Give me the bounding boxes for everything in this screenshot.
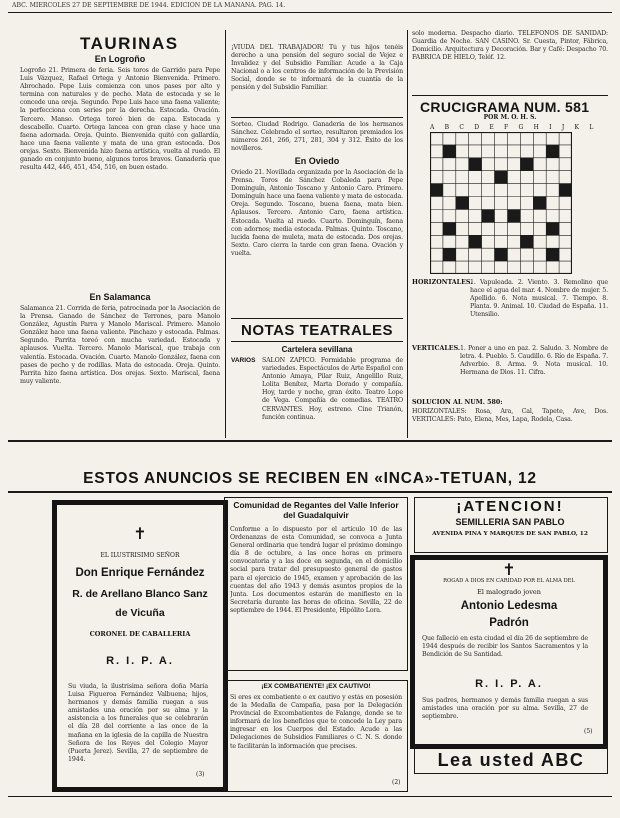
salamanca-heading: En Salamanca (89, 292, 151, 302)
crucigrama-rule (412, 95, 608, 96)
horizontales-text: 1. Vapuleada. 2. Viento. 3. Remolino que hace el agua del mar. 4. Nombre de mujer. 5. Apellido. 6. Nota musical. 7. Tiempo. 8. Planta. 9. Animal. 10. Ciudad de España. 11. Utensilio. (470, 279, 608, 319)
column-rule-2 (407, 30, 408, 438)
ads-banner: ESTOS ANUNCIOS SE RECIBEN EN «INCA»-TETUAN, 12 (83, 470, 537, 487)
esquela-2-ref: (5) (584, 728, 593, 735)
esquela-1-intro: EL ILUSTRISIMO SEÑOR (100, 552, 180, 559)
solucion-label: SOLUCION AL NUM. 580: (412, 399, 503, 406)
crucigrama-letters: A B C D E F G H I J K L (430, 124, 598, 131)
cross-icon: ✝ (502, 560, 516, 579)
banner-rule-bottom (8, 491, 612, 493)
esquela-1-name-3: de Vicuña (115, 607, 165, 619)
excombatiente-text: Si eres ex combatiente o ex cautivo y estás en posesión de la Medalla de Campaña, pasa por la Delegación Provincial de Excombatientes de Falange, donde se te informará de los beneficios que te concede la Ley para ingresar en los Cuerpos del Estado. Acude a las Delegaciones de Subsidios Familiares o C. N. S. donde te facilitarán la información que precises. (230, 694, 402, 750)
oviedo-text: Oviedo 21. Novillada organizada por la Asociación de la Prensa. Toros de Sánchez Cobaleda para Pepe Dominguín, Antonio Toscano y Antonio Caro. Primero. Dominguín hace una faena valiente y mata de estocada. Oreja. Segundo. Toscano, buena faena, mata bien. Aplausos. Tercero. Antonio Caro, faena artística. Estocada. Vuelta al ruedo. Cuarto. Dominguín, faena con adornos; media estocada. Palmas. Quinto. Toscano, lucida faena de muleta, mata de estocada. Dos orejas. Sexto. Caro cierra la tarde con gran faena. Ovación y vuelta. (231, 169, 403, 257)
bottom-rule (8, 796, 612, 797)
verticales-text: 1. Poner a uno en paz. 2. Saludo. 3. Nombre de letra. 4. Pueblo. 5. Caudillo. 6. Río de España. 7. Adverbio. 8. Arma. 9. Nota musical. 10. Hermana de Dios. 11. Cifra. (460, 345, 608, 377)
esquela-2-name-2: Padrón (489, 617, 529, 629)
crossword-grid (430, 132, 572, 274)
crucigrama-title: CRUCIGRAMA NUM. 581 (420, 99, 590, 115)
lea-abc-banner: Lea usted ABC (414, 746, 608, 774)
comunidad-text: Conforme a lo dispuesto por el artículo 10 de las Ordenanzas de esta Comunidad, se convoca a Junta General ordinaria que tendrá lugar el próximo domingo día 8 de octubre, a las once horas en primera convocatoria y a las doce en segunda, en el domicilio social para tratar del presupuesto general de gastos para el ejercicio de 1945, examen y aprobación de las cuentas del año 1943 y demás asuntos propios de la Junta. Los documentos estarán de manifiesto en la Secretaría durante las horas de oficina. Sevilla, 22 de septiembre de 1944. El Presidente, Hipólito Lora. (230, 526, 402, 614)
atencion-title: ¡ATENCION! (456, 498, 564, 515)
esquela-2-name-1: Antonio Ledesma (460, 600, 558, 612)
atencion-subtitle: SEMILLERIA SAN PABLO (455, 517, 565, 527)
banner-rule-top (8, 440, 612, 442)
column-rule-1 (225, 30, 226, 438)
top-rule (8, 12, 612, 13)
excombatiente-ref: (2) (392, 779, 401, 786)
salamanca-text: Salamanca 21. Corrida de feria, patrocinada por la Asociación de la Prensa. Ganado de Sánchez de Terrones, para Manolo González, Agustín Parra y Manolo Mariscal. Primero. Manolo González hace una faena valiente. Pinchazo y estocada. Palmas. Segundo. Parrita toreó con mucha variedad. Estocada y aplausos. Vuelta. Tercero. Manolo Mariscal, que trabaja con valentía. Estocada. Ovación. Cuarto. Manolo González, faena con pases de pecho y de rodillas. Mata de estocada. Oreja. Quinto. Parrita hizo faena artística. Dos orejas. Sexto. Mariscal, faena muy valiente. (20, 305, 220, 385)
esquela-2-pre: El malogrado joven (477, 588, 541, 596)
horizontales-label: HORIZONTALES. (412, 279, 473, 286)
viuda-text: ¡VIUDA DEL TRABAJADOR! Tú y tus hijos tenéis derecho a una pensión del seguro social de Vejez e Invalidez y del Subsidio Familiar. Acude a la Caja Nacional o a los centros de información de la Previsión Social, donde se te informará de la cuantía de la pensión y del Subsidio Familiar. (231, 44, 403, 92)
running-head: ABC. MIERCOLES 27 DE SEPTIEMBRE DE 1944. EDICION DE LA MAÑANA. PAG. 14. (12, 2, 286, 9)
esquela-2-intro: ROGAD A DIOS EN CARIDAD POR EL ALMA DEL (443, 578, 575, 584)
solucion-text: HORIZONTALES: Rosa, Ara, Cal, Tapete, Ave, Dos. VERTICALES: Pato, Elena, Mes, Lapa, Rodela, Casa. (412, 408, 608, 424)
notas-rule-top (231, 318, 403, 319)
crucigrama-author: POR M. O. H. S. (483, 114, 537, 121)
esquela-1-text: Su viuda, la ilustrísima señora doña María Luisa Figueroa Fernández Valbuena; hijos, hermanos y demás familia ruegan a sus amistades una oración por su alma y la asistencia a los funerales que se celebrarán el día 28 del corriente a las once de la mañana en la iglesia de la capilla de Nuestra Señora de los Reyes del Colegio Mayor (Puerta Jerez). Sevilla, 27 de septiembre de 1944. (68, 683, 208, 763)
esquela-2-family: Sus padres, hermanos y demás familia ruegan a sus amistades una oración por su alma. Sevilla, 27 de septiembre. (422, 697, 588, 721)
comunidad-title: Comunidad de Regantes del Valle Inferior del Guadalquivir (233, 500, 399, 520)
logrono-heading: En Logroño (94, 54, 146, 64)
notas-rule-bottom (231, 341, 403, 342)
logrono-text: Logroño 21. Primera de feria. Seis toros de Garrido para Pepe Luis Vázquez, Rafael Ortega y Antonio Bienvenida. Primero. Abrochado. Pepe Luis comienza con unos pases por alto y termina con naturales y de pecho. Mata de estocada y se le concede una oreja. Segundo. Pepe Luis hace una faena valiente; la perfecciona con series por la derecha. Estocada. Ovación. Tercero. Manso. Ortega toreó bien de capa. Estocada y descabello. Cuarto. Ortega lancea con gran clase y hace una faena adornada. Oreja. Quinto. Bienvenida quitó con gallardía, hace una faena valiente y mata de una gran estocada. Dos orejas. Sexto. Bienvenida hizo faena artística, vuelta al ruedo. El ganado en conjunto bueno, algunos toros bravos. Ganadería que resulta 442, 446, 451, 454, 516, en buen estado. (20, 67, 220, 172)
verticales-label: VERTICALES. (412, 345, 461, 352)
cartelera-text: SALON ZAPICO. Formidable programa de variedades. Espectáculos de Arte Español con Antonio Amaya, Pilar Ruiz, Angelillo Ruiz, Lolita Benítez, Marta Dorado y compañía. Hoy, tarde y noche, gran éxito. Teatro Lope de Vega. Compañía de comedias. TEATRO CERVANTES. Hoy, estreno. Cine Trianón, función continua. (262, 357, 403, 421)
esquela-2-text: Que falleció en esta ciudad el día 26 de septiembre de 1944 después de recibir los Santos Sacramentos y la Bendición de Su Santidad. (422, 635, 588, 659)
col2-rule-1 (231, 117, 403, 118)
cartelera-heading: Cartelera sevillana (281, 345, 353, 354)
sorteo-text: Sorteo. Ciudad Rodrigo. Ganadería de los hermanos Sánchez. Celebrado el sorteo, resultaron premiados los números 261, 266, 271, 281, 304 y 312. Éxito de los novilleros. (231, 121, 403, 153)
notas-teatrales-title: NOTAS TEATRALES (241, 322, 393, 339)
esquela-2-rip: R. I. P. A. (475, 678, 543, 690)
cross-icon: ✝ (133, 524, 147, 543)
oviedo-heading: En Oviedo (294, 156, 340, 166)
excombatiente-title: ¡EX COMBATIENTE! ¡EX CAUTIVO! (261, 683, 371, 690)
crucigrama-top-text: solo moderna. Despacho diario. TELEFONOS DE SANIDAD: Guardia de Noche. SAN CASINO. Sr. Cuesta, Pintor, Fábrica, Domicilio. Arquitectura y Decoración. Bar y Café: Despacho 70. FABRICA DE HIELO, Teléf. 12. (412, 30, 608, 62)
esquela-1-rip: R. I. P. A. (106, 655, 174, 667)
esquela-1-ref: (3) (196, 771, 205, 778)
taurinas-title: TAURINAS (80, 34, 179, 53)
esquela-1-name-1: Don Enrique Fernández (75, 567, 205, 579)
esquela-1-rank: CORONEL DE CABALLERIA (89, 630, 191, 638)
esquela-1-name-2: R. de Arellano Blanco Sanz (72, 588, 208, 600)
atencion-address: AVENIDA PINA Y MARQUES DE SAN PABLO, 12 (432, 531, 588, 537)
varios-label: VARIOS (231, 357, 256, 364)
